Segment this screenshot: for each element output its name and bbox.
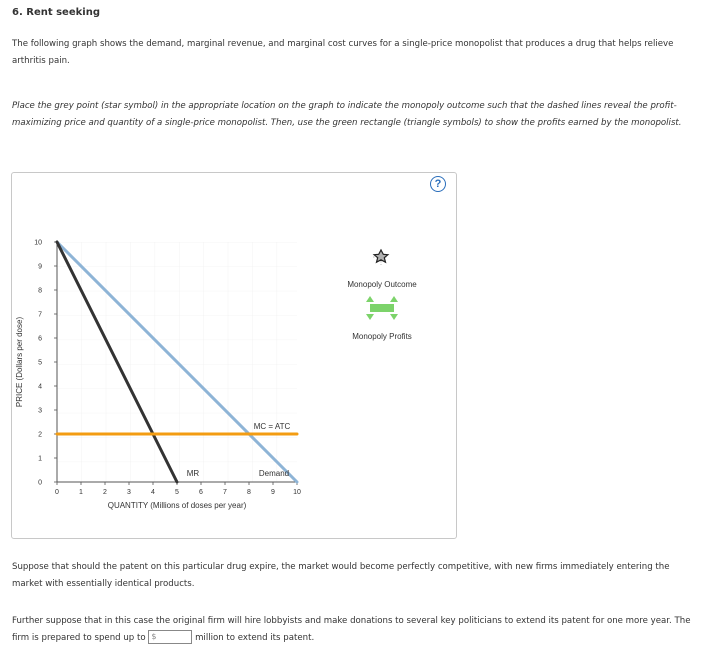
triangle-icon	[366, 314, 374, 320]
mc-label: MC = ATC	[253, 422, 291, 431]
x-axis-label: QUANTITY (Millions of doses per year)	[107, 501, 247, 510]
y-tick-label: 4	[38, 383, 42, 391]
star-icon[interactable]	[374, 250, 388, 262]
triangle-icon	[390, 296, 398, 302]
y-tick-label: 1	[38, 455, 42, 463]
x-tick-label: 6	[199, 489, 203, 496]
x-tick-label: 4	[151, 489, 155, 496]
y-tick-label: 7	[38, 311, 42, 319]
x-tick-label: 3	[127, 489, 131, 496]
x-tick-label: 1	[79, 489, 83, 496]
x-tick-label: 10	[293, 489, 301, 496]
question-heading: 6. Rent seeking	[12, 7, 100, 18]
x-tick-label: 8	[247, 489, 251, 496]
lobbying-text-before: Further suppose that in this case the original firm will hire lobbyists and make donations to several key politicians to extend its patent for one more year. The firm is prepared to spend up to	[12, 616, 691, 643]
x-tick-label: 9	[271, 489, 275, 496]
y-tick-label: 5	[38, 359, 42, 367]
lobbying-text-after: million to extend its patent.	[195, 633, 315, 643]
x-tick-label: 5	[175, 489, 179, 496]
profits-rectangle-icon[interactable]	[370, 304, 394, 312]
triangle-icon	[390, 314, 398, 320]
mr-label: MR	[186, 469, 200, 478]
triangle-icon	[366, 296, 374, 302]
y-tick-label: 6	[38, 335, 42, 343]
y-tick-label: 9	[38, 263, 42, 271]
y-tick-label: 10	[34, 239, 42, 247]
y-tick-label: 2	[38, 431, 42, 439]
y-tick-label: 0	[38, 479, 42, 487]
monopoly-profits-label: Monopoly Profits	[352, 332, 412, 341]
help-icon[interactable]: ?	[430, 176, 446, 192]
monopoly-outcome-tool[interactable]	[373, 249, 388, 265]
monopoly-profits-tool[interactable]	[366, 296, 398, 320]
y-tick-label: 8	[38, 287, 42, 295]
demand-label: Demand	[258, 469, 290, 478]
y-tick-label: 3	[38, 407, 42, 415]
x-tick-label: 2	[103, 489, 107, 496]
x-tick-label: 7	[223, 489, 227, 496]
y-axis-label: PRICE (Dollars per dose)	[15, 316, 24, 408]
intro-paragraph: The following graph shows the demand, marginal revenue, and marginal cost curves for a single-price monopolist that produces a drug that helps relieve arthritis pain.	[12, 39, 674, 66]
monopoly-outcome-label: Monopoly Outcome	[347, 280, 417, 289]
instructions-paragraph: Place the grey point (star symbol) in the appropriate location on the graph to indicate the monopoly outcome such that the dashed lines reveal the profit-maximizing price and quantity of a single-price monopolist. Then, use the green rectangle (triangle symbols) to show the profits earned by the monopolist.	[12, 101, 682, 128]
x-tick-label: 0	[55, 489, 59, 496]
lobby-amount-input[interactable]: $	[148, 630, 192, 644]
paragraph-competition: Suppose that should the patent on this particular drug expire, the market would become perfectly competitive, with new firms immediately entering the market with essentially identical products.	[12, 562, 670, 589]
paragraph-lobbying	[12, 613, 694, 647]
